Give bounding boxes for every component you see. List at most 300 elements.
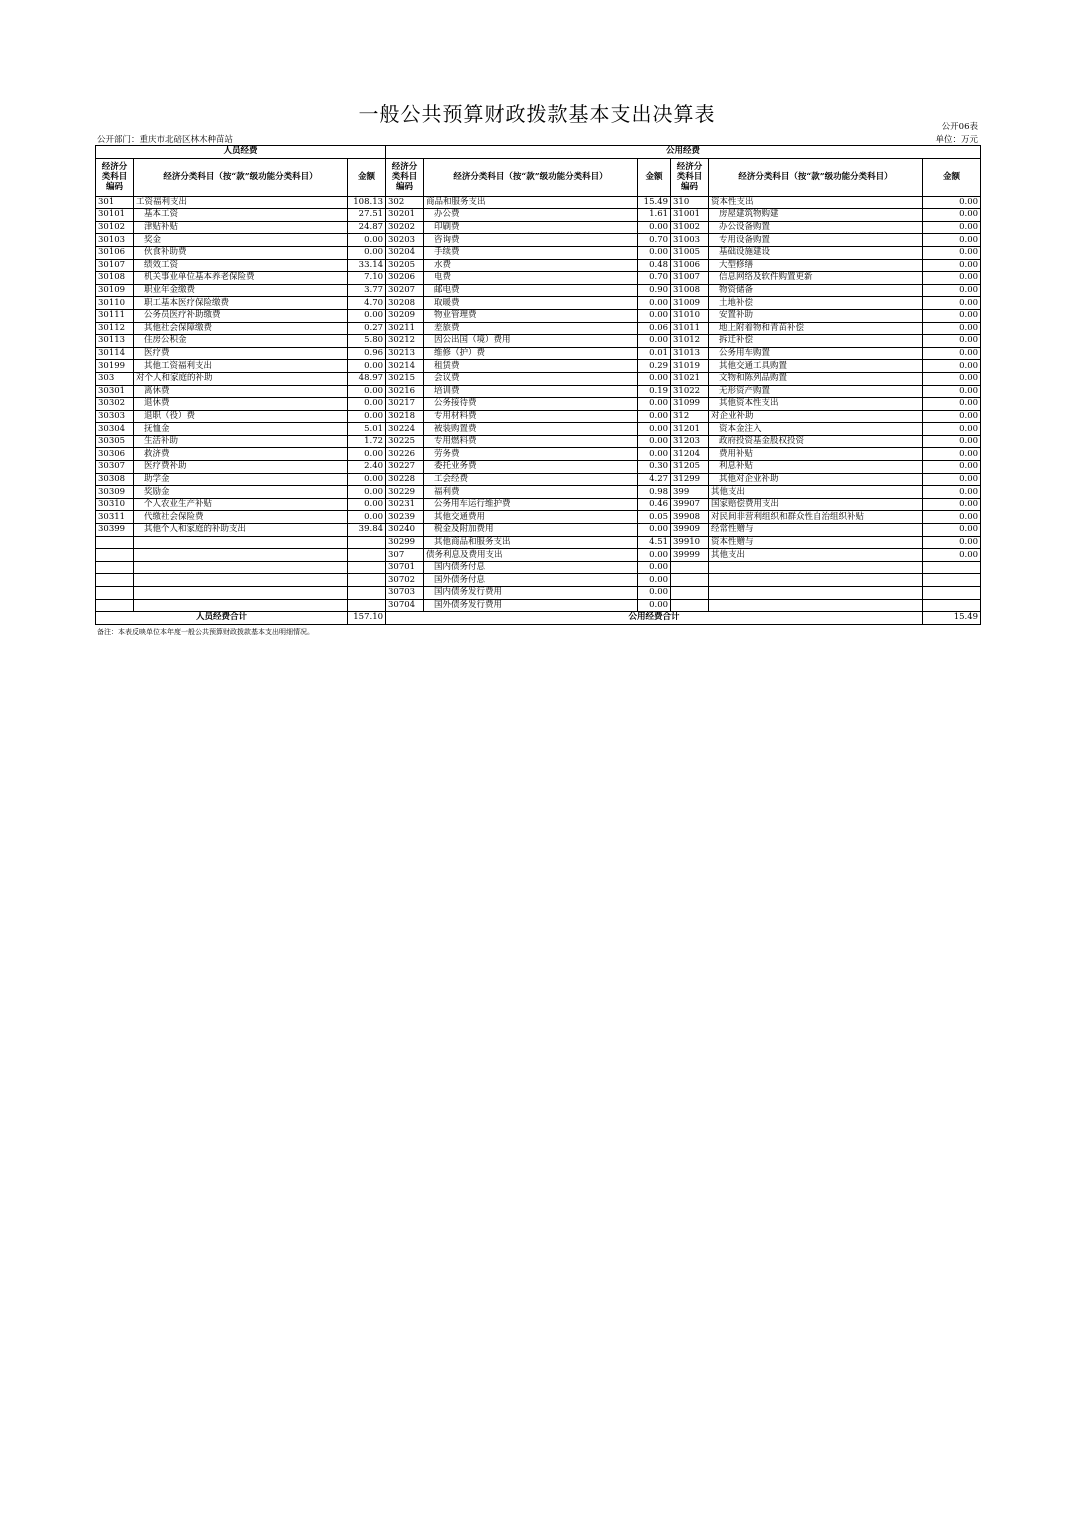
row-amount: 0.00 xyxy=(923,486,981,499)
row-amount: 0.00 xyxy=(923,423,981,436)
row-subject xyxy=(134,599,348,612)
row-code: 303 xyxy=(96,372,134,385)
table-row xyxy=(96,259,981,272)
table-row xyxy=(96,524,981,537)
row-amount: 0.70 xyxy=(638,234,671,247)
row-subject: 职工基本医疗保险缴费 xyxy=(134,297,348,310)
row-subject: 退休费 xyxy=(134,398,348,411)
row-code: 30107 xyxy=(96,259,134,272)
row-code: 31008 xyxy=(671,284,709,297)
personnel-header: 人员经费 xyxy=(96,146,386,159)
row-code: 31006 xyxy=(671,259,709,272)
row-amount: 0.05 xyxy=(638,511,671,524)
row-subject: 专用燃料费 xyxy=(424,435,638,448)
row-code: 30111 xyxy=(96,309,134,322)
row-amount: 5.01 xyxy=(348,423,386,436)
row-code: 30305 xyxy=(96,435,134,448)
row-subject xyxy=(709,599,923,612)
row-amount: 0.00 xyxy=(923,246,981,259)
row-amount: 0.00 xyxy=(923,196,981,209)
table-row xyxy=(96,234,981,247)
row-amount: 0.00 xyxy=(638,549,671,562)
row-code: 30307 xyxy=(96,461,134,474)
table-row xyxy=(96,360,981,373)
row-amount: 0.00 xyxy=(638,574,671,587)
row-subject: 其他资本性支出 xyxy=(709,398,923,411)
row-amount: 0.00 xyxy=(923,284,981,297)
expenditure-table xyxy=(95,145,981,625)
row-subject: 基础设施建设 xyxy=(709,246,923,259)
table-row xyxy=(96,486,981,499)
row-code xyxy=(96,536,134,549)
row-code: 39909 xyxy=(671,524,709,537)
row-code: 30306 xyxy=(96,448,134,461)
row-amount: 0.00 xyxy=(923,259,981,272)
row-amount: 0.46 xyxy=(638,498,671,511)
row-code: 30215 xyxy=(386,372,424,385)
row-code: 30225 xyxy=(386,435,424,448)
row-subject: 其他交通费用 xyxy=(424,511,638,524)
row-amount: 0.00 xyxy=(923,461,981,474)
row-code: 39907 xyxy=(671,498,709,511)
row-subject: 物资储备 xyxy=(709,284,923,297)
row-code: 31012 xyxy=(671,335,709,348)
row-subject: 代缴社会保险费 xyxy=(134,511,348,524)
row-amount: 0.00 xyxy=(638,335,671,348)
row-amount xyxy=(923,561,981,574)
row-code: 30701 xyxy=(386,561,424,574)
row-subject xyxy=(134,536,348,549)
row-subject: 邮电费 xyxy=(424,284,638,297)
row-code: 31299 xyxy=(671,473,709,486)
row-subject: 取暖费 xyxy=(424,297,638,310)
row-code: 30308 xyxy=(96,473,134,486)
row-amount: 0.00 xyxy=(348,448,386,461)
row-code xyxy=(96,561,134,574)
row-subject: 电费 xyxy=(424,272,638,285)
row-subject: 国外债务付息 xyxy=(424,574,638,587)
row-code: 30213 xyxy=(386,347,424,360)
row-subject: 其他社会保障缴费 xyxy=(134,322,348,335)
row-amount: 0.00 xyxy=(638,246,671,259)
row-code: 31010 xyxy=(671,309,709,322)
row-amount: 0.00 xyxy=(923,498,981,511)
row-amount: 0.00 xyxy=(348,486,386,499)
row-subject: 津贴补贴 xyxy=(134,221,348,234)
row-subject: 大型修缮 xyxy=(709,259,923,272)
row-amount: 4.51 xyxy=(638,536,671,549)
row-amount: 0.00 xyxy=(638,309,671,322)
row-amount: 5.80 xyxy=(348,335,386,348)
row-code: 31007 xyxy=(671,272,709,285)
row-subject: 利息补贴 xyxy=(709,461,923,474)
row-amount xyxy=(923,587,981,600)
total-row xyxy=(96,612,981,625)
row-amount: 0.00 xyxy=(348,234,386,247)
row-code: 30209 xyxy=(386,309,424,322)
row-amount: 0.48 xyxy=(638,259,671,272)
row-amount: 0.00 xyxy=(348,398,386,411)
row-subject xyxy=(134,587,348,600)
row-subject: 信息网络及软件购置更新 xyxy=(709,272,923,285)
row-amount: 0.00 xyxy=(638,435,671,448)
row-subject: 福利费 xyxy=(424,486,638,499)
row-code: 30218 xyxy=(386,410,424,423)
row-subject: 其他支出 xyxy=(709,549,923,562)
row-subject: 住房公积金 xyxy=(134,335,348,348)
row-code: 30231 xyxy=(386,498,424,511)
row-amount xyxy=(348,549,386,562)
row-code: 31204 xyxy=(671,448,709,461)
row-code: 30211 xyxy=(386,322,424,335)
row-code: 30108 xyxy=(96,272,134,285)
row-amount: 0.00 xyxy=(923,234,981,247)
row-amount xyxy=(923,599,981,612)
row-code: 30301 xyxy=(96,385,134,398)
row-amount: 0.27 xyxy=(348,322,386,335)
row-amount: 0.00 xyxy=(348,385,386,398)
row-amount: 0.00 xyxy=(638,423,671,436)
code-header: 经济分类科目编码 xyxy=(386,158,424,196)
table-row xyxy=(96,309,981,322)
table-row xyxy=(96,221,981,234)
row-amount: 0.00 xyxy=(638,297,671,310)
row-subject: 生活补助 xyxy=(134,435,348,448)
row-code: 30110 xyxy=(96,297,134,310)
amount-header: 金额 xyxy=(638,158,671,196)
table-row xyxy=(96,561,981,574)
row-subject xyxy=(134,574,348,587)
table-row xyxy=(96,599,981,612)
row-subject: 其他工资福利支出 xyxy=(134,360,348,373)
row-subject xyxy=(709,574,923,587)
row-code: 307 xyxy=(386,549,424,562)
row-amount: 27.51 xyxy=(348,209,386,222)
row-subject: 奖励金 xyxy=(134,486,348,499)
row-amount xyxy=(348,587,386,600)
row-subject: 工会经费 xyxy=(424,473,638,486)
row-subject: 资本性赠与 xyxy=(709,536,923,549)
row-code: 30303 xyxy=(96,410,134,423)
table-row xyxy=(96,196,981,209)
row-amount: 0.00 xyxy=(638,372,671,385)
row-subject: 劳务费 xyxy=(424,448,638,461)
row-code: 31002 xyxy=(671,221,709,234)
row-subject: 国家赔偿费用支出 xyxy=(709,498,923,511)
row-amount: 0.00 xyxy=(923,435,981,448)
row-code: 31003 xyxy=(671,234,709,247)
row-amount: 0.00 xyxy=(923,385,981,398)
row-code: 39910 xyxy=(671,536,709,549)
row-subject: 绩效工资 xyxy=(134,259,348,272)
row-code: 30217 xyxy=(386,398,424,411)
row-code: 30203 xyxy=(386,234,424,247)
amount-header: 金额 xyxy=(348,158,386,196)
row-subject: 安置补助 xyxy=(709,309,923,322)
row-subject: 机关事业单位基本养老保险费 xyxy=(134,272,348,285)
table-row xyxy=(96,587,981,600)
row-code: 301 xyxy=(96,196,134,209)
row-subject: 房屋建筑物购建 xyxy=(709,209,923,222)
row-amount: 108.13 xyxy=(348,196,386,209)
row-code xyxy=(96,549,134,562)
row-subject xyxy=(134,549,348,562)
row-amount: 0.00 xyxy=(923,272,981,285)
row-amount: 0.00 xyxy=(923,209,981,222)
row-amount: 0.00 xyxy=(923,398,981,411)
row-subject: 资本金注入 xyxy=(709,423,923,436)
row-code xyxy=(671,587,709,600)
row-amount: 24.87 xyxy=(348,221,386,234)
row-subject: 咨询费 xyxy=(424,234,638,247)
row-code: 30206 xyxy=(386,272,424,285)
row-subject: 维修（护）费 xyxy=(424,347,638,360)
table-row xyxy=(96,372,981,385)
row-amount xyxy=(348,574,386,587)
row-subject: 债务利息及费用支出 xyxy=(424,549,638,562)
row-amount: 0.00 xyxy=(923,410,981,423)
row-subject xyxy=(709,587,923,600)
row-code: 31201 xyxy=(671,423,709,436)
row-subject: 专用设备购置 xyxy=(709,234,923,247)
row-amount: 0.29 xyxy=(638,360,671,373)
table-row xyxy=(96,385,981,398)
row-code: 31022 xyxy=(671,385,709,398)
row-amount: 4.70 xyxy=(348,297,386,310)
row-subject: 公务用车购置 xyxy=(709,347,923,360)
row-amount: 0.00 xyxy=(348,511,386,524)
subject-header: 经济分类科目（按“款”级功能分类科目） xyxy=(709,158,923,196)
row-amount: 0.00 xyxy=(348,309,386,322)
row-code: 312 xyxy=(671,410,709,423)
row-subject: 其他商品和服务支出 xyxy=(424,536,638,549)
department-label: 公开部门：重庆市北碚区林木种苗站 xyxy=(97,135,234,145)
row-amount: 0.90 xyxy=(638,284,671,297)
row-amount: 0.00 xyxy=(923,473,981,486)
row-subject: 其他个人和家庭的补助支出 xyxy=(134,524,348,537)
table-row xyxy=(96,435,981,448)
row-amount: 0.00 xyxy=(923,448,981,461)
row-code: 30101 xyxy=(96,209,134,222)
row-amount: 0.98 xyxy=(638,486,671,499)
code-header: 经济分类科目编码 xyxy=(96,158,134,196)
row-subject: 土地补偿 xyxy=(709,297,923,310)
row-amount: 1.72 xyxy=(348,435,386,448)
row-amount: 3.77 xyxy=(348,284,386,297)
row-subject: 抚恤金 xyxy=(134,423,348,436)
row-code: 30302 xyxy=(96,398,134,411)
row-subject: 奖金 xyxy=(134,234,348,247)
row-amount: 39.84 xyxy=(348,524,386,537)
table-row xyxy=(96,246,981,259)
public-header: 公用经费 xyxy=(386,146,981,159)
row-subject: 其他支出 xyxy=(709,486,923,499)
row-subject: 公务员医疗补助缴费 xyxy=(134,309,348,322)
row-code: 30704 xyxy=(386,599,424,612)
row-code: 30208 xyxy=(386,297,424,310)
row-code: 30205 xyxy=(386,259,424,272)
row-amount: 0.06 xyxy=(638,322,671,335)
row-amount: 0.00 xyxy=(923,511,981,524)
row-code: 30227 xyxy=(386,461,424,474)
row-code: 302 xyxy=(386,196,424,209)
row-amount: 0.00 xyxy=(348,498,386,511)
row-subject: 个人农业生产补贴 xyxy=(134,498,348,511)
row-code: 31021 xyxy=(671,372,709,385)
row-subject: 税金及附加费用 xyxy=(424,524,638,537)
table-row xyxy=(96,423,981,436)
row-amount: 0.01 xyxy=(638,347,671,360)
unit-label: 单位：万元 xyxy=(935,135,978,145)
row-code: 30109 xyxy=(96,284,134,297)
row-subject xyxy=(134,561,348,574)
row-amount: 0.00 xyxy=(923,360,981,373)
row-amount: 0.00 xyxy=(923,322,981,335)
row-code: 30240 xyxy=(386,524,424,537)
row-code xyxy=(671,574,709,587)
row-subject: 其他对企业补助 xyxy=(709,473,923,486)
row-code: 31205 xyxy=(671,461,709,474)
subject-header: 经济分类科目（按“款”级功能分类科目） xyxy=(424,158,638,196)
table-row xyxy=(96,448,981,461)
row-code: 30204 xyxy=(386,246,424,259)
row-subject: 物业管理费 xyxy=(424,309,638,322)
table-row xyxy=(96,297,981,310)
row-subject xyxy=(709,561,923,574)
table-row xyxy=(96,498,981,511)
row-code: 30310 xyxy=(96,498,134,511)
row-amount: 0.00 xyxy=(923,347,981,360)
row-subject: 对企业补助 xyxy=(709,410,923,423)
row-subject: 公务用车运行维护费 xyxy=(424,498,638,511)
row-code xyxy=(96,574,134,587)
row-amount: 0.70 xyxy=(638,272,671,285)
personnel-total-label: 人员经费合计 xyxy=(96,612,348,625)
row-code: 30202 xyxy=(386,221,424,234)
row-amount: 0.00 xyxy=(923,221,981,234)
row-code: 30399 xyxy=(96,524,134,537)
row-subject: 伙食补助费 xyxy=(134,246,348,259)
personnel-total-amount: 157.10 xyxy=(348,612,386,625)
row-amount: 0.00 xyxy=(638,398,671,411)
row-subject: 国外债务发行费用 xyxy=(424,599,638,612)
table-row xyxy=(96,574,981,587)
row-subject: 会议费 xyxy=(424,372,638,385)
table-row xyxy=(96,536,981,549)
row-amount xyxy=(348,536,386,549)
row-code: 31001 xyxy=(671,209,709,222)
row-code: 30102 xyxy=(96,221,134,234)
row-code: 310 xyxy=(671,196,709,209)
row-code: 30214 xyxy=(386,360,424,373)
row-amount: 0.00 xyxy=(638,410,671,423)
row-subject: 因公出国（境）费用 xyxy=(424,335,638,348)
code-header: 经济分类科目编码 xyxy=(671,158,709,196)
row-subject: 基本工资 xyxy=(134,209,348,222)
row-subject: 费用补贴 xyxy=(709,448,923,461)
row-subject: 对个人和家庭的补助 xyxy=(134,372,348,385)
row-subject: 国内债务付息 xyxy=(424,561,638,574)
row-code xyxy=(96,599,134,612)
row-subject: 委托业务费 xyxy=(424,461,638,474)
row-subject: 被装购置费 xyxy=(424,423,638,436)
row-subject: 无形资产购置 xyxy=(709,385,923,398)
table-row xyxy=(96,473,981,486)
footnote: 备注：本表反映单位本年度一般公共预算财政拨款基本支出明细情况。 xyxy=(97,628,314,636)
row-amount: 0.00 xyxy=(923,549,981,562)
table-row xyxy=(96,398,981,411)
row-code: 30228 xyxy=(386,473,424,486)
row-subject: 离休费 xyxy=(134,385,348,398)
row-amount xyxy=(348,561,386,574)
public-total-amount: 15.49 xyxy=(923,612,981,625)
public-total-label: 公用经费合计 xyxy=(386,612,923,625)
row-code: 31013 xyxy=(671,347,709,360)
row-amount: 2.40 xyxy=(348,461,386,474)
row-subject: 医疗费补助 xyxy=(134,461,348,474)
row-subject: 差旅费 xyxy=(424,322,638,335)
row-code xyxy=(671,599,709,612)
table-row xyxy=(96,461,981,474)
row-amount: 0.00 xyxy=(638,524,671,537)
row-code: 30299 xyxy=(386,536,424,549)
table-row xyxy=(96,549,981,562)
row-code: 31019 xyxy=(671,360,709,373)
row-subject: 退职（役）费 xyxy=(134,410,348,423)
row-code: 31099 xyxy=(671,398,709,411)
row-code: 30224 xyxy=(386,423,424,436)
row-subject: 办公设备购置 xyxy=(709,221,923,234)
row-subject: 拆迁补偿 xyxy=(709,335,923,348)
row-code: 31009 xyxy=(671,297,709,310)
row-code: 31203 xyxy=(671,435,709,448)
table-row xyxy=(96,511,981,524)
table-row xyxy=(96,209,981,222)
subject-header: 经济分类科目（按“款”级功能分类科目） xyxy=(134,158,348,196)
row-amount: 0.96 xyxy=(348,347,386,360)
row-code: 30114 xyxy=(96,347,134,360)
row-subject: 商品和服务支出 xyxy=(424,196,638,209)
table-row xyxy=(96,322,981,335)
page-title: 一般公共预算财政拨款基本支出决算表 xyxy=(358,102,716,126)
row-subject: 培训费 xyxy=(424,385,638,398)
row-subject: 专用材料费 xyxy=(424,410,638,423)
row-code: 30216 xyxy=(386,385,424,398)
row-subject: 资本性支出 xyxy=(709,196,923,209)
table-row xyxy=(96,272,981,285)
row-subject: 水费 xyxy=(424,259,638,272)
row-subject: 助学金 xyxy=(134,473,348,486)
row-code xyxy=(96,587,134,600)
row-code: 30103 xyxy=(96,234,134,247)
row-code: 39999 xyxy=(671,549,709,562)
row-code: 30199 xyxy=(96,360,134,373)
row-amount: 0.00 xyxy=(638,587,671,600)
row-code: 30212 xyxy=(386,335,424,348)
row-code: 31005 xyxy=(671,246,709,259)
row-amount: 0.00 xyxy=(923,297,981,310)
row-amount: 0.00 xyxy=(638,448,671,461)
row-amount: 48.97 xyxy=(348,372,386,385)
row-amount: 7.10 xyxy=(348,272,386,285)
row-amount: 0.00 xyxy=(638,221,671,234)
row-code: 30229 xyxy=(386,486,424,499)
row-code: 30309 xyxy=(96,486,134,499)
row-subject: 公务接待费 xyxy=(424,398,638,411)
row-code: 30304 xyxy=(96,423,134,436)
row-amount: 0.00 xyxy=(923,335,981,348)
row-amount: 1.61 xyxy=(638,209,671,222)
